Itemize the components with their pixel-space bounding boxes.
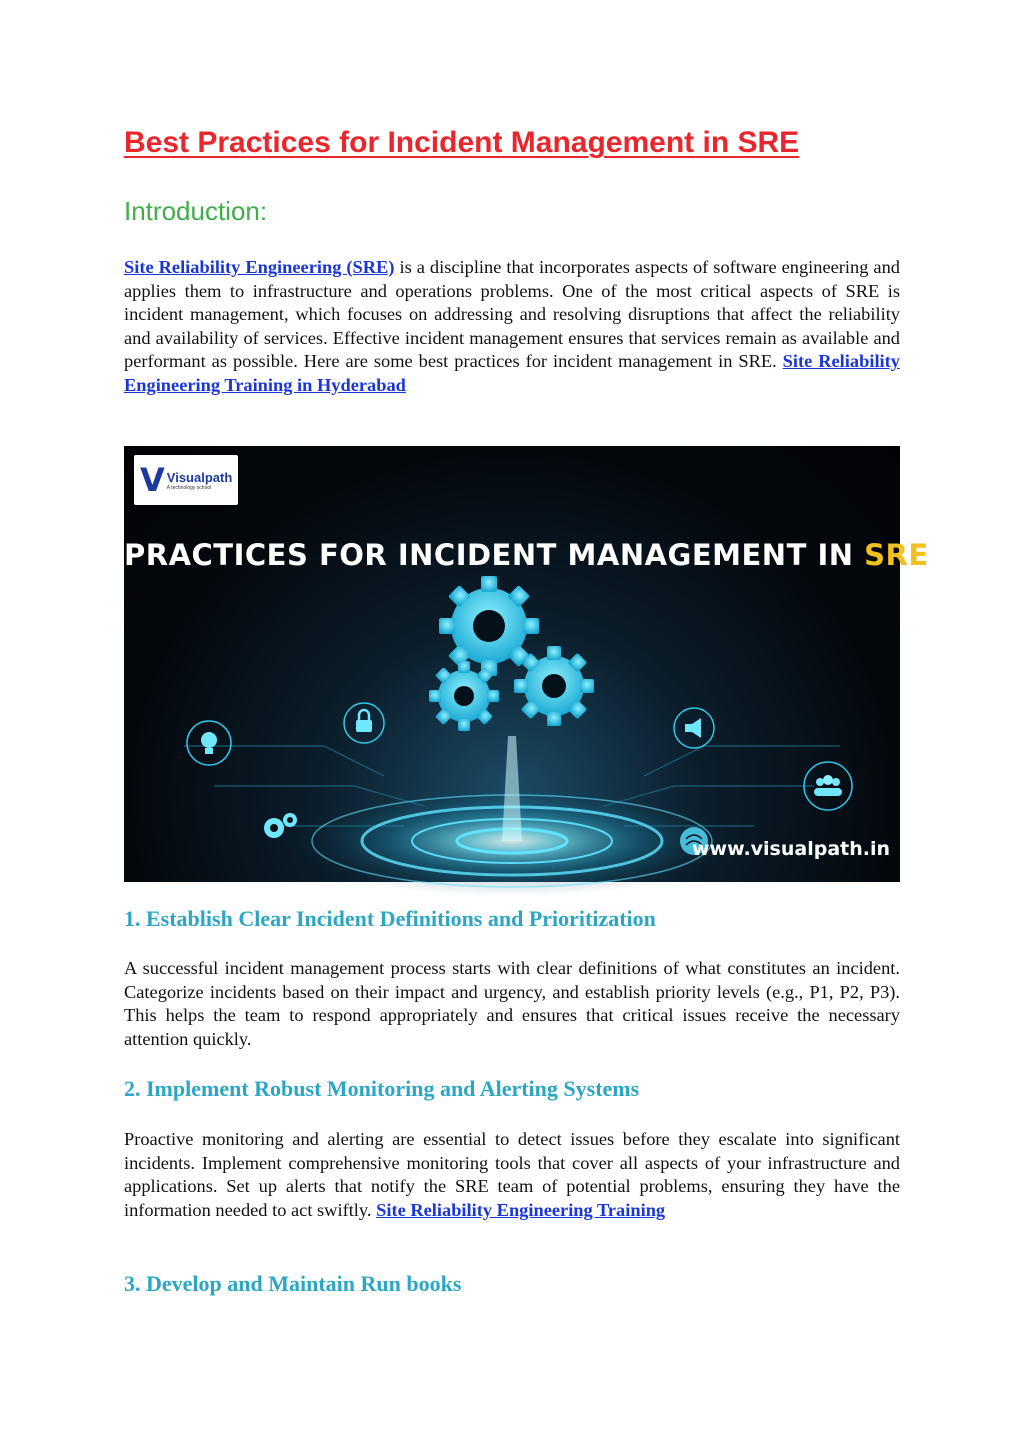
logo-mark: V [140, 461, 165, 499]
sre-training-link[interactable]: Site Reliability Engineering Training [376, 1199, 666, 1220]
gear-icon [429, 661, 499, 731]
banner-title-accent: SRE [864, 538, 929, 572]
sre-link[interactable]: Site Reliability Engineering (SRE) [124, 257, 395, 277]
intro-body-text: is a discipline that incorporates aspects of software engineering and applies them to infrastructure and operations problems. One of the most critical aspects of SRE is incident management, which focuses on addressing and resolving disruptions that affect the reliability and availability of services. Effective incident management ensures that services remain as available and performant as possible. Here are some best practices for incident management in SRE. [124, 257, 900, 372]
section-3-heading: 3. Develop and Maintain Run books [124, 1271, 462, 1296]
section-2-body-text: Proactive monitoring and alerting are essential to detect issues before they escalate into significant incidents. Implement comprehensive monitoring tools that cover all aspects of your infrastructure and applications. Set up alerts that notify the SRE team of potential problems, ensuring they have the information needed to act swiftly. [124, 1129, 900, 1220]
gear-icon [514, 646, 594, 726]
banner-image [124, 446, 929, 882]
intro-heading: Introduction: [124, 196, 268, 226]
banner-artwork [124, 446, 900, 882]
section-1-heading: 1. Establish Clear Incident Definitions and Prioritization [124, 906, 656, 931]
page-title: Best Practices for Incident Management in SRE [124, 126, 800, 159]
megaphone-icon [674, 708, 714, 748]
logo-name: Visualpath [166, 469, 233, 485]
banner-title [124, 538, 929, 572]
light-beam [502, 736, 522, 841]
lock-icon [344, 703, 384, 743]
banner-url: www.visualpath.in [692, 838, 891, 860]
section-2-heading: 2. Implement Robust Monitoring and Alerting Systems [124, 1076, 640, 1101]
section-1-body: A successful incident management process starts with clear definitions of what constitutes an incident. Categorize incidents based on their impact and urgency, and establish priority levels (e.g., P1, P2, P3). This helps the team to respond appropriately and ensures that critical issues receive the necessary attention quickly. [124, 958, 900, 1049]
visualpath-logo [134, 455, 238, 505]
section-2-body [124, 1128, 900, 1222]
intro-paragraph [124, 256, 900, 398]
logo-tagline: A technology school [166, 484, 212, 491]
lightbulb-icon [187, 721, 231, 765]
banner-title-main: PRACTICES FOR INCIDENT MANAGEMENT IN [124, 538, 865, 572]
sre-training-hyderabad-link[interactable]: Site Reliability Engineering Training in Hyderabad [124, 351, 900, 395]
